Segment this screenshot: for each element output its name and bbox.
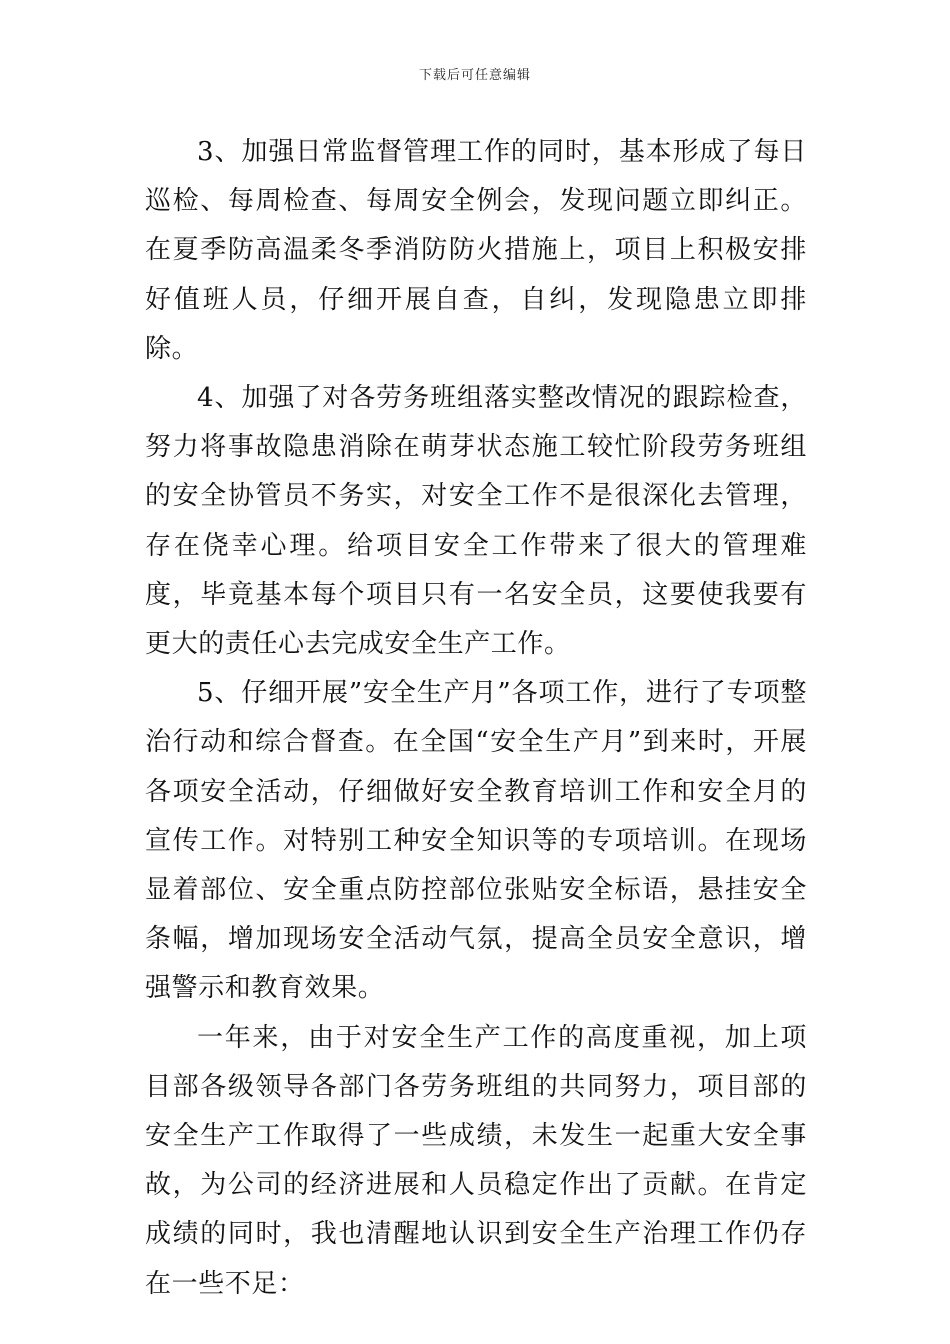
paragraph-item-3: 3、加强日常监督管理工作的同时，基本形成了每日巡检、每周检查、每周安全例会，发现问题立即纠正。在夏季防高温柔冬季消防防火措施上，项目上积极安排好值班人员，仔细开展自查，自纠，发现隐患立即排除。 xyxy=(145,137,807,364)
page-header-note: 下载后可任意编辑 xyxy=(418,68,531,83)
paragraph-item-4: 4、加强了对各劳务班组落实整改情况的跟踪检查，努力将事故隐患消除在萌芽状态施工较忙阶段劳务班组的安全协管员不务实，对安全工作不是很深化去管理，存在侥幸心理。给项目安全工作带来了很大的管理难度，毕竟基本每个项目只有一名安全员，这要使我要有更大的责任心去完成安全生产工作。 xyxy=(145,383,807,660)
paragraph-summary: 一年来，由于对安全生产工作的高度重视，加上项目部各级领导各部门各劳务班组的共同努力，项目部的安全生产工作取得了一些成绩，未发生一起重大安全事故，为公司的经济进展和人员稳定作出了贡献。在肯定成绩的同时，我也清醒地认识到安全生产治理工作仍存在一些不足： xyxy=(145,1022,807,1299)
paragraph-item-5: 5、仔细开展”安全生产月”各项工作，进行了专项整治行动和综合督查。在全国“安全生产月”到来时，开展各项安全活动，仔细做好安全教育培训工作和安全月的宣传工作。对特别工种安全知识等的专项培训。在现场显着部位、安全重点防控部位张贴安全标语，悬挂安全条幅，增加现场安全活动气氛，提高全员安全意识，增强警示和教育效果。 xyxy=(145,678,807,1004)
document-body xyxy=(145,128,807,1309)
